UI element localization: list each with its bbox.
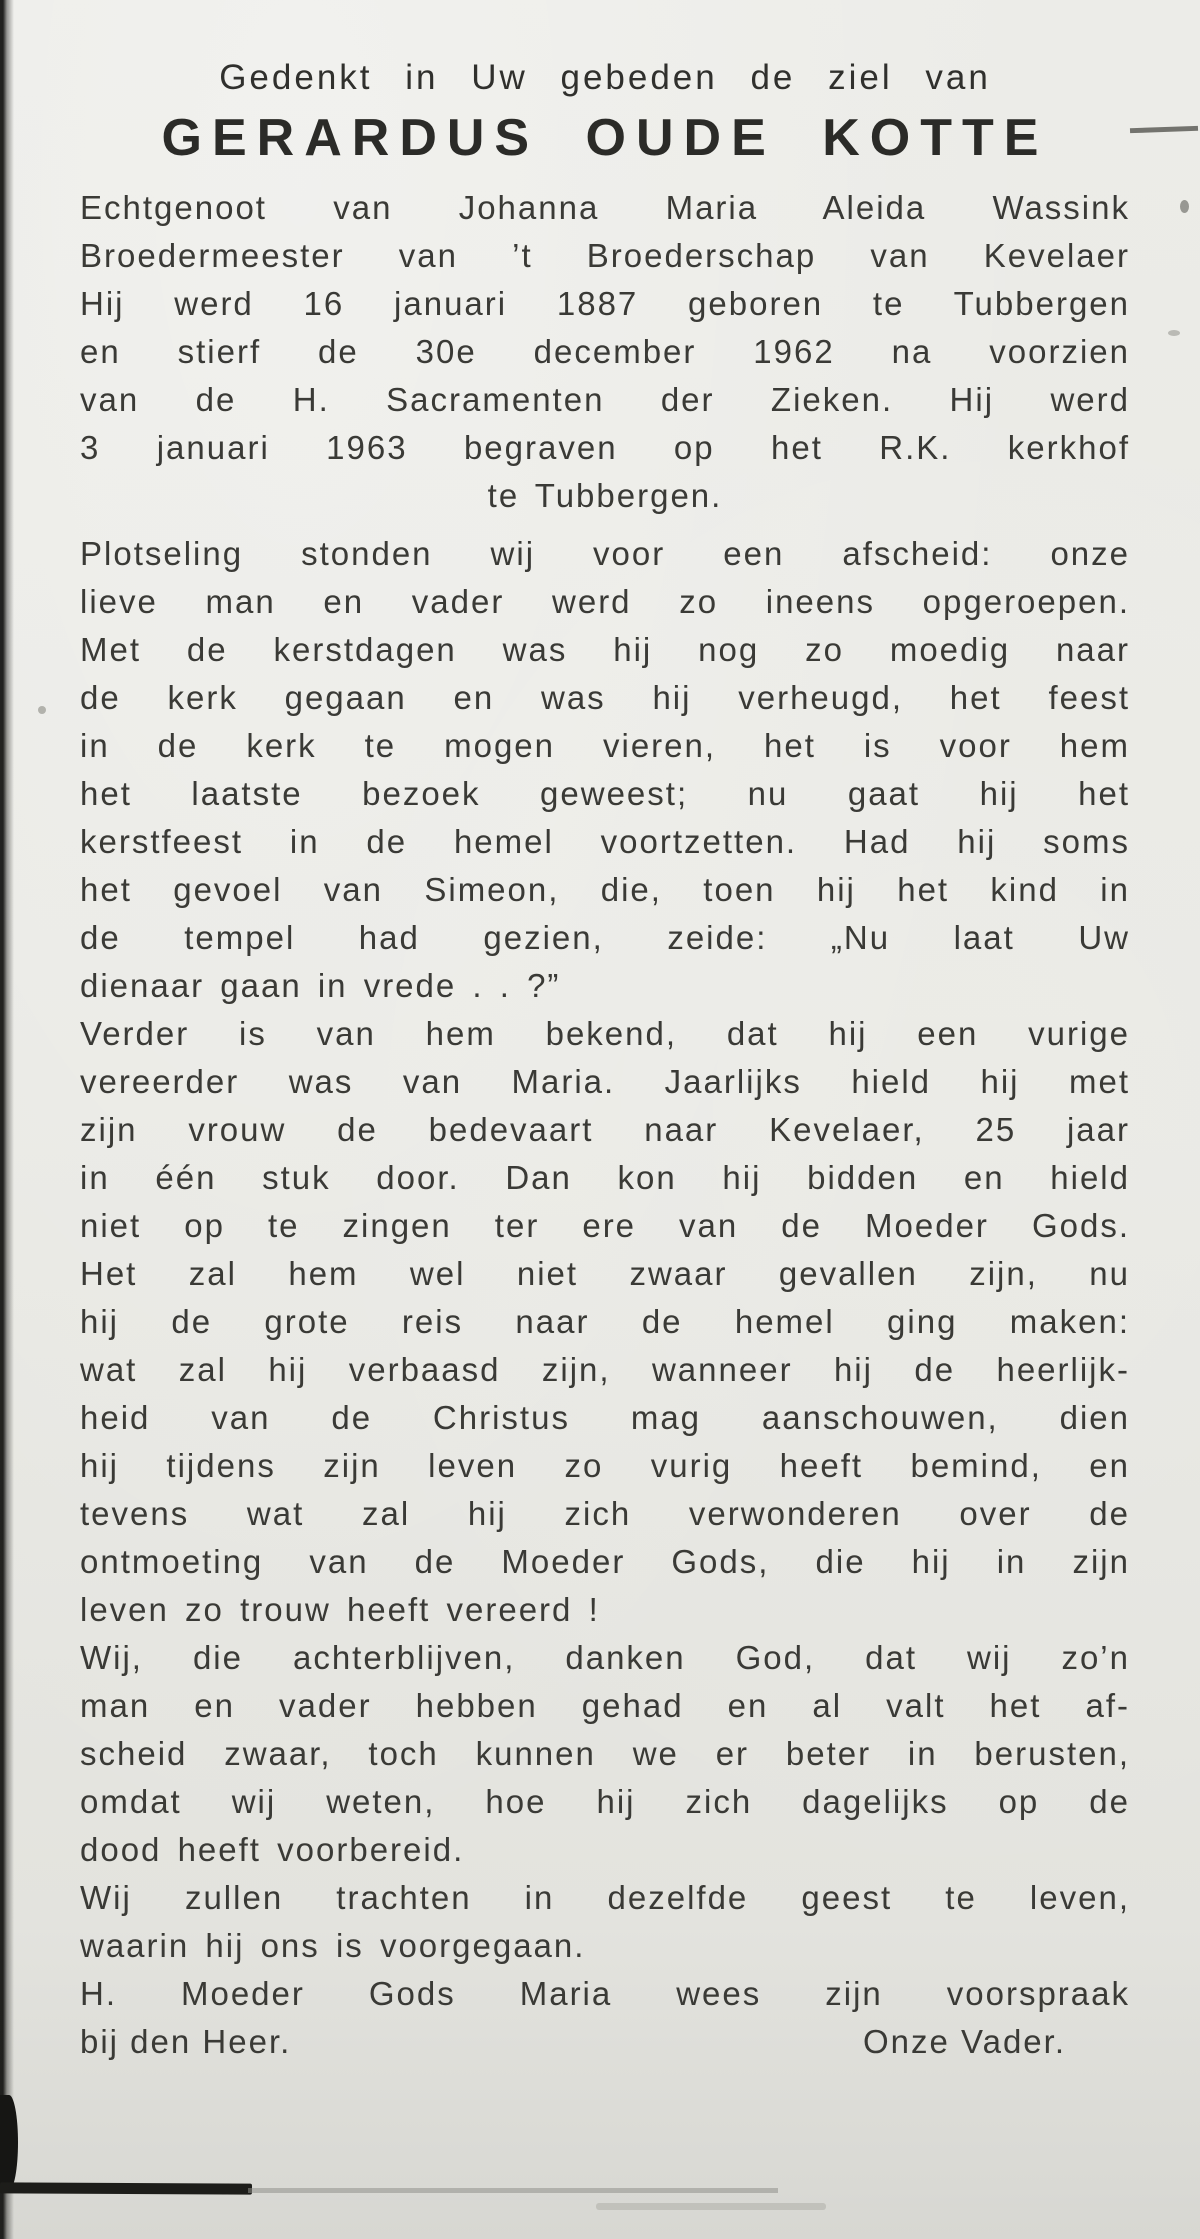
text-line: leven zo trouw heeft vereerd !: [80, 1591, 600, 1628]
text-line: Verder is van hem bekend, dat hij een vurige: [80, 1015, 1130, 1052]
text-line: hij tijdens zijn leven zo vurig heeft bemind, en: [80, 1447, 1130, 1484]
lines-group: [80, 530, 1130, 962]
scan-artifact-smudge: [596, 2203, 826, 2210]
text-line: tevens wat zal hij zich verwonderen over de: [80, 1495, 1130, 1532]
text-line: scheid zwaar, toch kunnen we er beter in berusten,: [80, 1735, 1130, 1772]
scan-artifact-dark-bar: [0, 2182, 252, 2194]
text-line: in de kerk te mogen vieren, het is voor hem: [80, 727, 1130, 764]
text-line: Met de kerstdagen was hij nog zo moedig naar: [80, 631, 1130, 668]
text-line: lieve man en vader werd zo ineens opgeroepen.: [80, 583, 1130, 620]
text-line: Broedermeester van ’t Broederschap van Kevelaer: [80, 237, 1130, 274]
text-line: dood heeft voorbereid.: [80, 1831, 465, 1868]
scan-edge-left: [0, 0, 14, 2239]
text-line: het laatste bezoek geweest; nu gaat hij het: [80, 775, 1130, 812]
scan-artifact-blob: [0, 2095, 18, 2190]
text-line: zijn vrouw de bedevaart naar Kevelaer, 25 jaar: [80, 1111, 1130, 1148]
text-line: en stierf de 30e december 1962 na voorzien: [80, 333, 1130, 370]
biography-block: [80, 184, 1130, 520]
prayer-label: Onze Vader.: [862, 2023, 1066, 2060]
closing-row: [80, 2018, 1130, 2066]
text-line: hij de grote reis naar de hemel ging maken:: [80, 1303, 1130, 1340]
text-line: niet op te zingen ter ere van de Moeder Gods.: [80, 1207, 1130, 1244]
text-line: de tempel had gezien, zeide: „Nu laat Uw: [80, 919, 1130, 956]
text-line: waarin hij ons is voorgegaan.: [80, 1927, 586, 1964]
eulogy-paragraph-4: [80, 1874, 1130, 1970]
text-line: heid van de Christus mag aanschouwen, dien: [80, 1399, 1130, 1436]
text-line: Wij zullen trachten in dezelfde geest te leven,: [80, 1879, 1130, 1916]
eulogy-paragraph-2: [80, 1010, 1130, 1634]
text-line: kerstfeest in de hemel voortzetten. Had hij soms: [80, 823, 1130, 860]
text-line: van de H. Sacramenten der Zieken. Hij werd: [80, 381, 1130, 418]
closing-block: [80, 1970, 1130, 2066]
eulogy-paragraph-1: [80, 530, 1130, 1010]
text-line: Plotseling stonden wij voor een afscheid: onze: [80, 535, 1130, 572]
lines-group: [80, 1634, 1130, 1826]
closing-left-text: bij den Heer.: [80, 2023, 292, 2060]
text-line: 3 januari 1963 begraven op het R.K. kerkhof: [80, 429, 1130, 466]
dedication-line: Gedenkt in Uw gebeden de ziel van: [219, 58, 991, 97]
scan-artifact-speck: [1168, 330, 1180, 336]
scan-artifact-speck: [38, 706, 46, 714]
scan-artifact-light-bar: [248, 2188, 778, 2193]
text-line: te Tubbergen.: [487, 477, 723, 514]
text-line: de kerk gegaan en was hij verheugd, het feest: [80, 679, 1130, 716]
text-line: ontmoeting van de Moeder Gods, die hij in zijn: [80, 1543, 1130, 1580]
text-line: Hij werd 16 januari 1887 geboren te Tubbergen: [80, 285, 1130, 322]
scan-artifact-speck: [1180, 200, 1189, 213]
text-line: Het zal hem wel niet zwaar gevallen zijn, nu: [80, 1255, 1130, 1292]
lines-group: [80, 1874, 1130, 1922]
text-line: wat zal hij verbaasd zijn, wanneer hij de heerlijk-: [80, 1351, 1130, 1388]
deceased-name: GERARDUS OUDE KOTTE: [161, 109, 1049, 167]
text-line: dienaar gaan in vrede . . ?”: [80, 967, 561, 1004]
text-line: H. Moeder Gods Maria wees zijn voorspraak: [80, 1975, 1130, 2012]
text-line: Echtgenoot van Johanna Maria Aleida Wassink: [80, 189, 1130, 226]
text-line: man en vader hebben gehad en al valt het af-: [80, 1687, 1130, 1724]
text-line: omdat wij weten, hoe hij zich dagelijks op de: [80, 1783, 1130, 1820]
lines-group: [80, 1010, 1130, 1586]
text-line: vereerder was van Maria. Jaarlijks hield hij met: [80, 1063, 1130, 1100]
eulogy-paragraph-3: [80, 1634, 1130, 1874]
text-line: het gevoel van Simeon, die, toen hij het kind in: [80, 871, 1130, 908]
lines-group: [80, 184, 1130, 472]
text-line: in één stuk door. Dan kon hij bidden en hield: [80, 1159, 1130, 1196]
text-line: Wij, die achterblijven, danken God, dat wij zo’n: [80, 1639, 1130, 1676]
